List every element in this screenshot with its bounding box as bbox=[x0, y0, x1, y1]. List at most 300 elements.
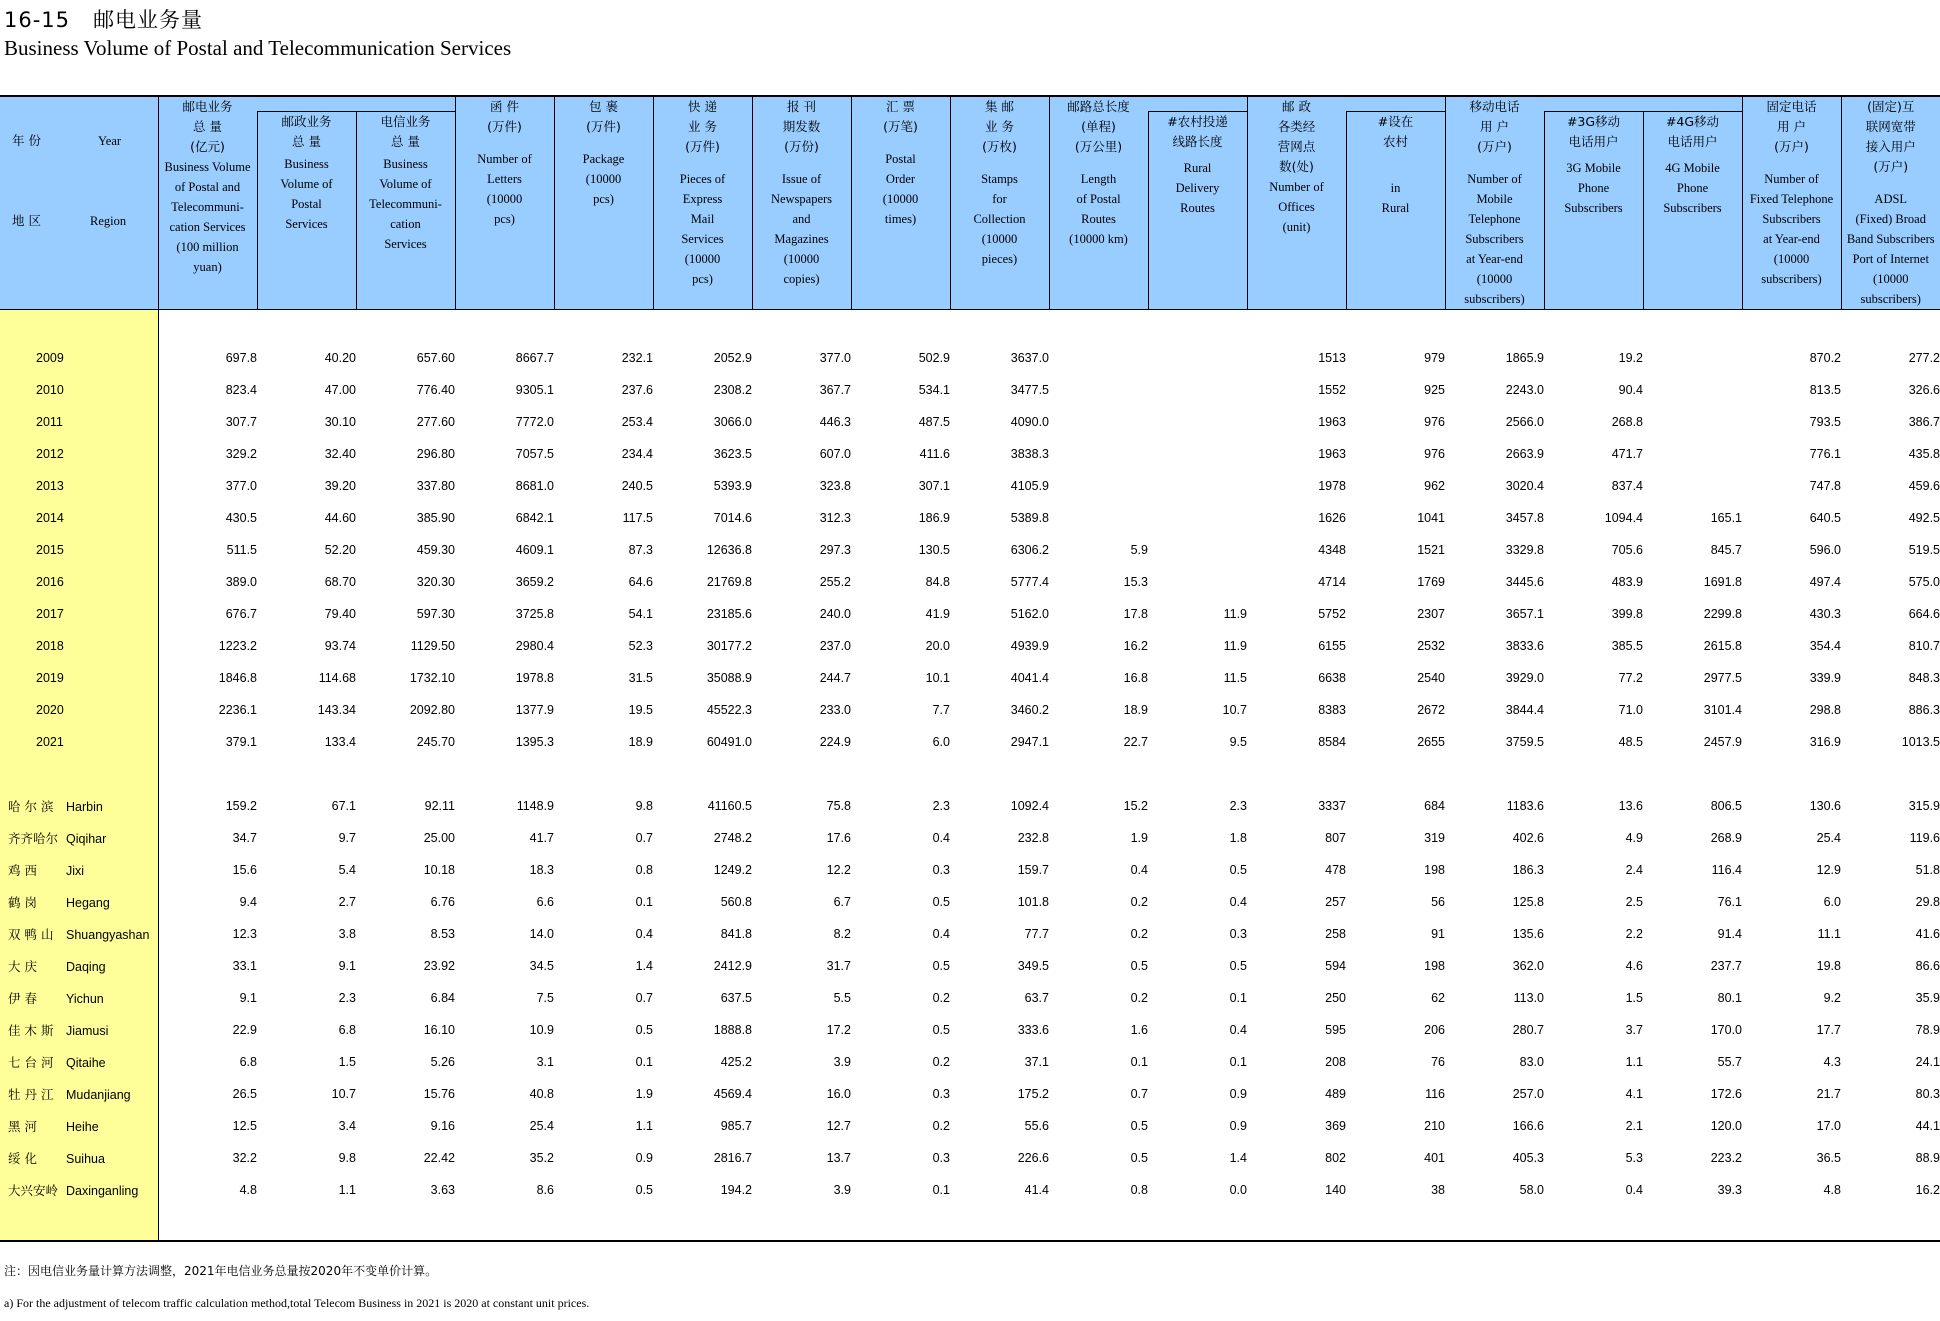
row-label: 2012 bbox=[0, 438, 158, 470]
data-cell: 25.4 bbox=[1816, 831, 1841, 845]
data-cell bbox=[1445, 1206, 1544, 1241]
data-cell: 90.4 bbox=[1618, 383, 1643, 397]
data-cell: 10.7 bbox=[331, 1087, 356, 1101]
data-cell bbox=[356, 758, 455, 790]
data-cell: 519.5 bbox=[1908, 543, 1940, 557]
data-cell: 19.8 bbox=[1816, 959, 1841, 973]
data-cell bbox=[1247, 1206, 1346, 1241]
data-cell: 377.0 bbox=[819, 351, 851, 365]
data-cell: 9.8 bbox=[338, 1151, 356, 1165]
data-cell: 10.1 bbox=[925, 671, 950, 685]
spacer-row bbox=[0, 758, 1940, 790]
table-row-year bbox=[0, 342, 1940, 374]
data-cell bbox=[851, 758, 950, 790]
table-row-region bbox=[0, 982, 1940, 1014]
row-label: 2016 bbox=[0, 566, 158, 598]
data-cell: 430.5 bbox=[225, 511, 257, 525]
data-cell: 3066.0 bbox=[713, 415, 752, 429]
data-cell: 32.40 bbox=[324, 447, 356, 461]
header-money-order: 汇 票 (万笔) Postal Order (10000 times) bbox=[851, 96, 950, 310]
data-cell: 0.3 bbox=[932, 1087, 950, 1101]
data-cell: 33.1 bbox=[232, 959, 257, 973]
data-cell: 1846.8 bbox=[218, 671, 257, 685]
row-label: 七 台 河 Qitaihe bbox=[0, 1046, 158, 1078]
data-cell bbox=[1544, 758, 1643, 790]
header-telecom: 电信业务 总 量 Business Volume of Telecommuni- cation Services bbox=[356, 112, 455, 310]
data-cell: 25.00 bbox=[423, 831, 455, 845]
data-cell: 316.9 bbox=[1809, 735, 1841, 749]
row-label: 2014 bbox=[0, 502, 158, 534]
data-cell: 1.5 bbox=[1625, 991, 1643, 1005]
data-cell: 135.6 bbox=[1512, 927, 1544, 941]
table-row-year bbox=[0, 566, 1940, 598]
data-cell: 3.4 bbox=[338, 1119, 356, 1133]
data-cell: 52.20 bbox=[324, 543, 356, 557]
data-cell: 0.5 bbox=[932, 1023, 950, 1037]
data-cell: 9.7 bbox=[338, 831, 356, 845]
data-cell: 848.3 bbox=[1908, 671, 1940, 685]
data-cell: 0.1 bbox=[932, 1183, 950, 1197]
data-cell bbox=[554, 310, 653, 343]
data-cell: 389.0 bbox=[225, 575, 257, 589]
table-row-year bbox=[0, 470, 1940, 502]
data-cell: 71.0 bbox=[1618, 703, 1643, 717]
data-cell bbox=[851, 310, 950, 343]
row-label: 齐齐哈尔 Qiqihar bbox=[0, 822, 158, 854]
data-cell: 0.3 bbox=[1229, 927, 1247, 941]
data-cell: 2.2 bbox=[1625, 927, 1643, 941]
data-cell: 411.6 bbox=[919, 447, 950, 461]
data-cell: 91 bbox=[1431, 927, 1445, 941]
data-cell: 2.3 bbox=[338, 991, 356, 1005]
data-cell: 166.6 bbox=[1512, 1119, 1544, 1133]
data-cell: 5393.9 bbox=[713, 479, 752, 493]
row-label: 2015 bbox=[0, 534, 158, 566]
data-cell: 962 bbox=[1424, 479, 1445, 493]
data-cell: 12.5 bbox=[232, 1119, 257, 1133]
data-cell: 483.9 bbox=[1611, 575, 1643, 589]
data-cell: 6.6 bbox=[536, 895, 554, 909]
header-group-spacer bbox=[1346, 96, 1445, 112]
data-cell: 9.1 bbox=[239, 991, 257, 1005]
data-cell: 4105.9 bbox=[1010, 479, 1049, 493]
data-cell: 7014.6 bbox=[713, 511, 752, 525]
table-row-region bbox=[0, 1014, 1940, 1046]
data-cell: 62 bbox=[1431, 991, 1445, 1005]
data-cell: 339.9 bbox=[1809, 671, 1841, 685]
data-cell: 976 bbox=[1424, 415, 1445, 429]
data-cell bbox=[1643, 1206, 1742, 1241]
data-cell: 80.3 bbox=[1915, 1087, 1940, 1101]
data-cell: 1978 bbox=[1318, 479, 1346, 493]
data-cell: 55.7 bbox=[1717, 1055, 1742, 1069]
data-cell: 402.6 bbox=[1512, 831, 1544, 845]
data-cell: 664.6 bbox=[1908, 607, 1940, 621]
data-cell: 16.8 bbox=[1123, 671, 1148, 685]
data-cell: 1041 bbox=[1417, 511, 1445, 525]
data-cell: 1732.10 bbox=[409, 671, 455, 685]
data-cell: 16.10 bbox=[423, 1023, 455, 1037]
data-cell: 240.5 bbox=[621, 479, 653, 493]
table-row-year bbox=[0, 502, 1940, 534]
data-cell: 268.9 bbox=[1710, 831, 1742, 845]
table-row-year bbox=[0, 662, 1940, 694]
data-cell: 143.34 bbox=[317, 703, 356, 717]
table-row-region bbox=[0, 1142, 1940, 1174]
data-cell: 208 bbox=[1325, 1055, 1346, 1069]
data-cell bbox=[950, 1206, 1049, 1241]
data-cell: 277.60 bbox=[416, 415, 455, 429]
data-cell: 6.8 bbox=[338, 1023, 356, 1037]
data-cell: 0.1 bbox=[1130, 1055, 1148, 1069]
data-cell: 3929.0 bbox=[1505, 671, 1544, 685]
data-cell: 237.0 bbox=[819, 639, 851, 653]
row-label: 大 庆 Daqing bbox=[0, 950, 158, 982]
data-cell: 116 bbox=[1425, 1087, 1445, 1101]
data-cell: 159.2 bbox=[225, 799, 257, 813]
data-cell: 5.9 bbox=[1130, 543, 1148, 557]
data-cell bbox=[1049, 758, 1148, 790]
data-cell: 6.84 bbox=[430, 991, 455, 1005]
data-cell: 17.7 bbox=[1816, 1023, 1841, 1037]
data-cell: 3637.0 bbox=[1010, 351, 1049, 365]
header-routes: 邮路总长度 (单程) (万公里) Length of Postal Routes (10000 km) bbox=[1049, 96, 1148, 310]
data-cell: 459.30 bbox=[416, 543, 455, 557]
data-cell: 925 bbox=[1424, 383, 1445, 397]
header-mobile: 移动电话 用 户 (万户) Number of Mobile Telephone Subscribers at Year-end (10000 subscribers) bbox=[1445, 96, 1544, 310]
table-row-year bbox=[0, 374, 1940, 406]
data-cell: 9.4 bbox=[239, 895, 257, 909]
data-cell: 487.5 bbox=[918, 415, 950, 429]
data-cell: 1.8 bbox=[1229, 831, 1247, 845]
data-cell: 0.2 bbox=[1130, 895, 1148, 909]
data-cell: 3329.8 bbox=[1505, 543, 1544, 557]
data-cell: 7057.5 bbox=[515, 447, 554, 461]
data-cell: 3623.5 bbox=[713, 447, 752, 461]
data-cell: 9.1 bbox=[338, 959, 356, 973]
data-cell: 0.4 bbox=[1229, 895, 1247, 909]
data-cell: 312.3 bbox=[819, 511, 851, 525]
data-cell bbox=[1445, 310, 1544, 343]
data-cell bbox=[1643, 406, 1742, 438]
data-cell: 75.8 bbox=[826, 799, 851, 813]
data-cell: 113.0 bbox=[1513, 991, 1544, 1005]
data-cell: 4.8 bbox=[1823, 1183, 1841, 1197]
data-cell: 5.3 bbox=[1625, 1151, 1643, 1165]
data-cell: 6.0 bbox=[932, 735, 950, 749]
data-cell: 23.92 bbox=[423, 959, 455, 973]
data-cell: 24.1 bbox=[1915, 1055, 1940, 1069]
data-cell: 0.5 bbox=[1229, 863, 1247, 877]
data-cell: 837.4 bbox=[1611, 479, 1643, 493]
data-cell: 1552 bbox=[1318, 383, 1346, 397]
data-cell: 886.3 bbox=[1908, 703, 1940, 717]
data-cell: 18.9 bbox=[628, 735, 653, 749]
data-cell: 80.1 bbox=[1717, 991, 1742, 1005]
data-cell: 401 bbox=[1424, 1151, 1445, 1165]
data-cell: 117.5 bbox=[622, 511, 653, 525]
data-cell: 5389.8 bbox=[1010, 511, 1049, 525]
data-cell: 976 bbox=[1424, 447, 1445, 461]
data-cell: 4.1 bbox=[1625, 1087, 1643, 1101]
data-cell: 22.7 bbox=[1123, 735, 1148, 749]
data-cell: 86.6 bbox=[1915, 959, 1940, 973]
spacer-row bbox=[0, 1206, 1940, 1241]
data-cell: 140 bbox=[1325, 1183, 1346, 1197]
data-cell: 502.9 bbox=[918, 351, 950, 365]
data-cell: 4.6 bbox=[1625, 959, 1643, 973]
statistics-sheet bbox=[0, 95, 1940, 1242]
data-cell: 8383 bbox=[1318, 703, 1346, 717]
data-cell: 91.4 bbox=[1717, 927, 1742, 941]
data-cell: 22.9 bbox=[232, 1023, 257, 1037]
data-table bbox=[0, 95, 1940, 1242]
data-cell: 0.8 bbox=[635, 863, 653, 877]
data-cell: 9.2 bbox=[1823, 991, 1841, 1005]
data-cell: 39.20 bbox=[324, 479, 356, 493]
data-cell: 349.5 bbox=[1017, 959, 1049, 973]
data-cell: 170.0 bbox=[1710, 1023, 1742, 1037]
data-cell: 8.6 bbox=[536, 1183, 554, 1197]
region-header: 年 份 Year 地 区 Region bbox=[0, 96, 158, 310]
data-cell: 2307 bbox=[1417, 607, 1445, 621]
header-postal: 邮政业务 总 量 Business Volume of Postal Services bbox=[257, 112, 356, 310]
data-cell bbox=[1742, 758, 1841, 790]
data-cell: 0.4 bbox=[1229, 1023, 1247, 1037]
data-cell: 3101.4 bbox=[1703, 703, 1742, 717]
row-label: 2019 bbox=[0, 662, 158, 694]
data-cell: 3833.6 bbox=[1505, 639, 1544, 653]
data-cell: 14.0 bbox=[529, 927, 554, 941]
data-cell: 26.5 bbox=[232, 1087, 257, 1101]
data-cell: 0.9 bbox=[635, 1151, 653, 1165]
data-cell: 676.7 bbox=[225, 607, 257, 621]
data-cell: 0.7 bbox=[635, 831, 653, 845]
data-cell bbox=[257, 1206, 356, 1241]
data-cell: 114.68 bbox=[318, 671, 356, 685]
data-cell: 0.5 bbox=[635, 1183, 653, 1197]
data-cell: 194.2 bbox=[720, 1183, 752, 1197]
data-cell: 3.9 bbox=[833, 1183, 851, 1197]
data-cell: 13.6 bbox=[1618, 799, 1643, 813]
data-cell: 471.7 bbox=[1611, 447, 1643, 461]
data-cell: 23185.6 bbox=[706, 607, 752, 621]
table-row-region bbox=[0, 790, 1940, 822]
data-cell: 0.7 bbox=[635, 991, 653, 1005]
data-cell: 1.6 bbox=[1130, 1023, 1148, 1037]
data-cell: 6.8 bbox=[239, 1055, 257, 1069]
data-cell: 607.0 bbox=[819, 447, 851, 461]
data-cell bbox=[1643, 374, 1742, 406]
data-cell: 2.4 bbox=[1625, 863, 1643, 877]
data-cell bbox=[158, 310, 257, 343]
data-cell: 11.5 bbox=[1223, 671, 1247, 685]
data-cell: 1691.8 bbox=[1703, 575, 1742, 589]
data-cell: 120.0 bbox=[1710, 1119, 1742, 1133]
data-cell: 232.8 bbox=[1017, 831, 1049, 845]
data-cell: 0.1 bbox=[1229, 991, 1247, 1005]
data-cell: 1.9 bbox=[635, 1087, 653, 1101]
data-cell: 870.2 bbox=[1809, 351, 1841, 365]
data-cell: 78.9 bbox=[1915, 1023, 1940, 1037]
data-cell: 60491.0 bbox=[706, 735, 752, 749]
data-cell: 1513 bbox=[1318, 351, 1346, 365]
data-cell: 594 bbox=[1325, 959, 1346, 973]
data-cell: 0.2 bbox=[932, 1119, 950, 1133]
data-cell: 12.7 bbox=[826, 1119, 851, 1133]
data-cell: 21.7 bbox=[1816, 1087, 1841, 1101]
data-cell: 77.2 bbox=[1618, 671, 1643, 685]
data-cell: 0.7 bbox=[1130, 1087, 1148, 1101]
data-cell: 637.5 bbox=[720, 991, 752, 1005]
data-cell: 101.8 bbox=[1017, 895, 1049, 909]
data-cell: 6.76 bbox=[430, 895, 455, 909]
data-cell: 596.0 bbox=[1809, 543, 1841, 557]
data-cell: 307.7 bbox=[225, 415, 257, 429]
data-cell: 3337 bbox=[1318, 799, 1346, 813]
data-cell bbox=[1148, 342, 1247, 374]
data-cell: 76 bbox=[1431, 1055, 1445, 1069]
data-cell: 979 bbox=[1424, 351, 1445, 365]
data-cell: 0.2 bbox=[1130, 991, 1148, 1005]
header-internet: (固定)互 联网宽带 接入用户 (万户) ADSL (Fixed) Broad Band Subscribers Port of Internet (10000 subscribers) bbox=[1841, 96, 1940, 310]
data-cell bbox=[455, 1206, 554, 1241]
row-label: 鸡 西 Jixi bbox=[0, 854, 158, 886]
data-cell: 12.3 bbox=[232, 927, 257, 941]
data-cell: 240.0 bbox=[819, 607, 851, 621]
data-cell bbox=[752, 1206, 851, 1241]
data-cell: 2299.8 bbox=[1703, 607, 1742, 621]
footnote-cn: 注：因电信业务量计算方法调整，2021年电信业务总量按2020年不变单价计算。 bbox=[4, 1264, 438, 1278]
data-cell: 34.7 bbox=[232, 831, 257, 845]
data-cell: 130.6 bbox=[1809, 799, 1841, 813]
data-cell: 25.4 bbox=[529, 1119, 554, 1133]
data-cell: 15.76 bbox=[423, 1087, 455, 1101]
data-cell: 9305.1 bbox=[515, 383, 554, 397]
header-group-spacer bbox=[1544, 96, 1742, 112]
data-cell bbox=[1049, 1206, 1148, 1241]
data-cell: 40.20 bbox=[324, 351, 356, 365]
data-cell bbox=[1841, 758, 1940, 790]
data-cell bbox=[1049, 374, 1148, 406]
data-cell bbox=[1049, 470, 1148, 502]
data-cell: 250 bbox=[1325, 991, 1346, 1005]
data-cell: 38 bbox=[1431, 1183, 1445, 1197]
header-express: 快 递 业 务 (万件) Pieces of Express Mail Services (10000 pcs) bbox=[653, 96, 752, 310]
data-cell: 1.9 bbox=[1130, 831, 1148, 845]
data-cell bbox=[653, 310, 752, 343]
data-cell: 8.2 bbox=[833, 927, 851, 941]
data-cell: 63.7 bbox=[1024, 991, 1049, 1005]
data-cell bbox=[356, 310, 455, 343]
data-cell: 7772.0 bbox=[515, 415, 554, 429]
data-cell: 2663.9 bbox=[1505, 447, 1544, 461]
data-cell bbox=[1643, 758, 1742, 790]
data-cell: 45522.3 bbox=[706, 703, 752, 717]
row-label: 大兴安岭 Daxinganling bbox=[0, 1174, 158, 1206]
row-label: 双 鸭 山 Shuangyashan bbox=[0, 918, 158, 950]
data-cell: 44.1 bbox=[1915, 1119, 1940, 1133]
data-cell: 2.1 bbox=[1625, 1119, 1643, 1133]
data-cell: 298.8 bbox=[1809, 703, 1841, 717]
data-cell: 329.2 bbox=[225, 447, 257, 461]
table-row-year bbox=[0, 694, 1940, 726]
data-cell: 776.40 bbox=[416, 383, 455, 397]
data-cell: 35.9 bbox=[1915, 991, 1940, 1005]
header-mobile4g: #4G移动 电话用户 4G Mobile Phone Subscribers bbox=[1643, 112, 1742, 310]
data-cell: 1626 bbox=[1318, 511, 1346, 525]
data-cell: 79.40 bbox=[324, 607, 356, 621]
row-label: 2009 bbox=[0, 342, 158, 374]
data-cell: 1377.9 bbox=[515, 703, 554, 717]
data-cell bbox=[1643, 438, 1742, 470]
data-cell: 430.3 bbox=[1809, 607, 1841, 621]
data-cell bbox=[1148, 406, 1247, 438]
data-cell: 18.3 bbox=[529, 863, 554, 877]
table-row-year bbox=[0, 630, 1940, 662]
data-cell: 19.5 bbox=[628, 703, 653, 717]
row-label bbox=[0, 758, 158, 790]
data-cell: 3657.1 bbox=[1505, 607, 1544, 621]
data-cell: 1129.50 bbox=[410, 639, 455, 653]
table-header bbox=[0, 96, 1940, 310]
data-cell bbox=[1643, 342, 1742, 374]
data-cell: 399.8 bbox=[1611, 607, 1643, 621]
data-cell: 44.60 bbox=[324, 511, 356, 525]
data-cell: 119.6 bbox=[1909, 831, 1940, 845]
data-cell: 12636.8 bbox=[706, 543, 752, 557]
data-cell: 2236.1 bbox=[218, 703, 257, 717]
data-cell: 1888.8 bbox=[713, 1023, 752, 1037]
data-cell: 435.8 bbox=[1908, 447, 1940, 461]
data-cell: 16.0 bbox=[826, 1087, 851, 1101]
row-label: 佳 木 斯 Jiamusi bbox=[0, 1014, 158, 1046]
data-cell: 597.30 bbox=[416, 607, 455, 621]
data-cell bbox=[1148, 566, 1247, 598]
data-cell: 813.5 bbox=[1809, 383, 1841, 397]
data-cell: 7.7 bbox=[932, 703, 950, 717]
data-cell: 2816.7 bbox=[713, 1151, 752, 1165]
data-cell: 31.5 bbox=[628, 671, 653, 685]
data-cell: 511.5 bbox=[226, 543, 257, 557]
data-cell: 823.4 bbox=[225, 383, 257, 397]
data-cell: 226.6 bbox=[1017, 1151, 1049, 1165]
data-cell: 15.6 bbox=[232, 863, 257, 877]
data-cell: 36.5 bbox=[1816, 1151, 1841, 1165]
data-cell: 2.7 bbox=[338, 895, 356, 909]
data-cell: 4939.9 bbox=[1010, 639, 1049, 653]
data-cell bbox=[1742, 1206, 1841, 1241]
data-cell bbox=[1148, 1206, 1247, 1241]
data-cell: 77.7 bbox=[1024, 927, 1049, 941]
data-cell: 56 bbox=[1431, 895, 1445, 909]
data-cell: 198 bbox=[1424, 959, 1445, 973]
data-cell: 64.6 bbox=[628, 575, 653, 589]
data-cell: 697.8 bbox=[225, 351, 257, 365]
data-cell bbox=[1841, 1206, 1940, 1241]
data-cell: 0.1 bbox=[635, 1055, 653, 1069]
data-cell: 595 bbox=[1325, 1023, 1346, 1037]
data-cell: 3020.4 bbox=[1505, 479, 1544, 493]
data-cell: 0.5 bbox=[635, 1023, 653, 1037]
data-cell bbox=[1445, 758, 1544, 790]
data-cell bbox=[1148, 534, 1247, 566]
data-cell: 0.4 bbox=[932, 831, 950, 845]
data-cell: 2947.1 bbox=[1010, 735, 1049, 749]
table-row-region bbox=[0, 918, 1940, 950]
header-rural-offices: #设在 农村 in Rural bbox=[1346, 112, 1445, 310]
data-cell bbox=[653, 758, 752, 790]
